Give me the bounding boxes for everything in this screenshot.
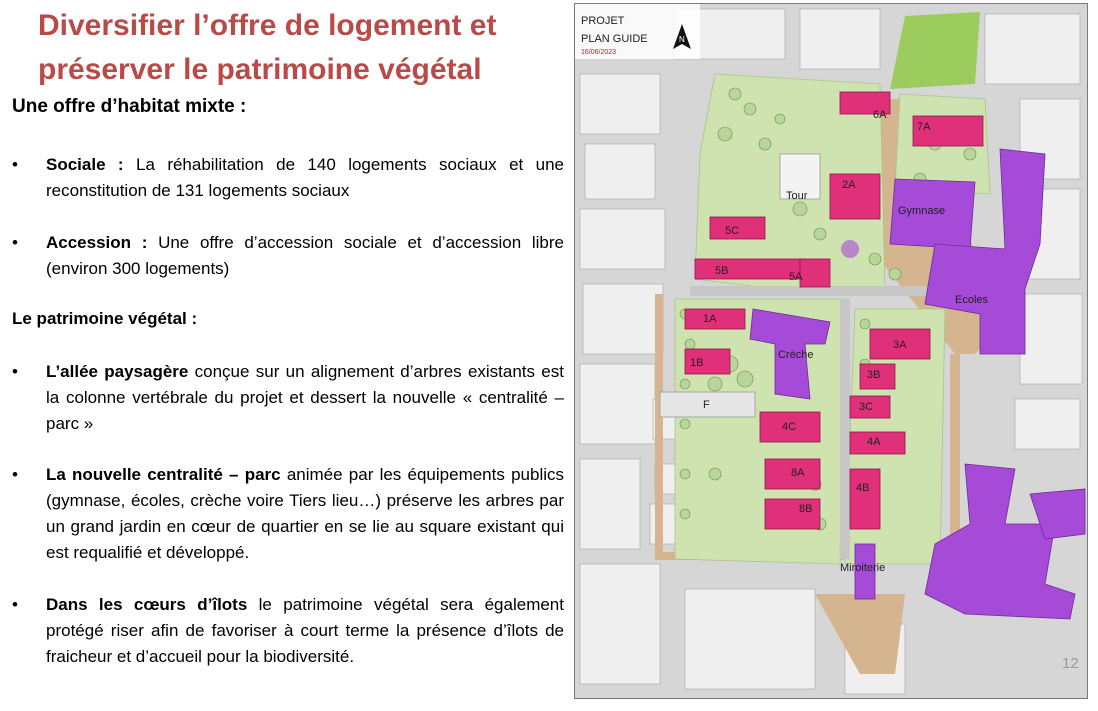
title-line-1: Diversifier l’offre de logement et [38, 9, 497, 42]
label-8A: 8A [791, 467, 805, 479]
map-header-line2: PLAN GUIDE [581, 33, 648, 45]
bullet-body: Une offre d’accession sociale et d’accession libre (environ 300 logements) [46, 233, 564, 278]
bullet-dot: • [12, 595, 18, 614]
label-F: F [703, 399, 710, 411]
label-2A: 2A [842, 179, 856, 191]
section-vegetal: Le patrimoine végétal : [12, 309, 198, 328]
label-miroiterie: Miroiterie [840, 562, 886, 574]
label-5C: 5C [725, 225, 740, 237]
bullet-bold: L’allée paysagère [46, 362, 189, 381]
page-title [38, 4, 558, 92]
park-feature [841, 240, 859, 258]
bullet-body: le patrimoine végétal sera également protégé riser afin de favoriser à court terme la présence d’îlots de fraicheur et d’accueil pour la biodiversité. [46, 595, 564, 666]
bullet-accession [12, 230, 564, 282]
title-line-2: préserver le patrimoine végétal [38, 53, 482, 86]
label-ecoles: Ecoles [955, 294, 989, 306]
bullet-dot: • [12, 155, 18, 174]
map-date: 16/06/2023 [581, 49, 617, 56]
label-5B: 5B [715, 265, 729, 277]
bullet-body: La réhabilitation de 140 logements sociaux et une reconstitution de 131 logements sociaux [46, 155, 565, 200]
bullet-text [46, 152, 564, 204]
label-4B: 4B [856, 482, 870, 494]
plan-guide-map [574, 3, 1088, 699]
bullet-bold: Dans les cœurs d’îlots [46, 595, 248, 614]
label-3C: 3C [859, 401, 874, 413]
housing-5A [800, 259, 830, 287]
bullet-bold: La nouvelle centralité – parc [46, 465, 281, 484]
bullet-dot: • [12, 362, 18, 381]
bullet-dot: • [12, 233, 18, 252]
label-tour: Tour [786, 190, 808, 202]
bullet-allee [12, 359, 564, 437]
sports-field [890, 12, 980, 89]
label-1B: 1B [690, 357, 704, 369]
label-4A: 4A [867, 436, 881, 448]
plan-map-svg [575, 4, 1087, 698]
bullet-text [46, 592, 564, 670]
north-label: N [679, 35, 685, 44]
label-3B: 3B [867, 369, 881, 381]
subtitle-habitat: Une offre d’habitat mixte : [12, 96, 247, 117]
bullet-body: conçue sur un alignement d’arbres existants est la colonne vertébrale du projet et dessert la nouvelle « centralité – parc » [46, 362, 564, 433]
label-7A: 7A [917, 121, 931, 133]
page-number: 12 [1062, 655, 1079, 672]
bullet-dot: • [12, 465, 18, 484]
bullet-coeurs-ilots [12, 592, 564, 670]
bullet-text [46, 359, 564, 437]
bullet-text [46, 230, 564, 282]
bullet-centralite [12, 462, 564, 566]
bullet-text [46, 462, 564, 566]
label-1A: 1A [703, 313, 717, 325]
label-6A: 6A [873, 109, 887, 121]
label-gymnase: Gymnase [898, 205, 946, 217]
bullet-bold: Sociale : [46, 155, 124, 174]
label-creche: Crèche [778, 349, 814, 361]
label-4C: 4C [782, 421, 797, 433]
housing-4B [850, 469, 880, 529]
label-8B: 8B [799, 503, 813, 515]
bullet-body: animée par les équipements publics (gymnase, écoles, crèche voire Tiers lieu…) préserve les arbres par un grand jardin en cœur de quartier en se lie au square existant qui est requalifié et développé. [46, 465, 564, 562]
label-3A: 3A [893, 339, 907, 351]
label-5A: 5A [789, 271, 803, 283]
bullet-bold: Accession : [46, 233, 148, 252]
bullet-sociale [12, 152, 564, 204]
map-header-line1: PROJET [581, 15, 625, 27]
